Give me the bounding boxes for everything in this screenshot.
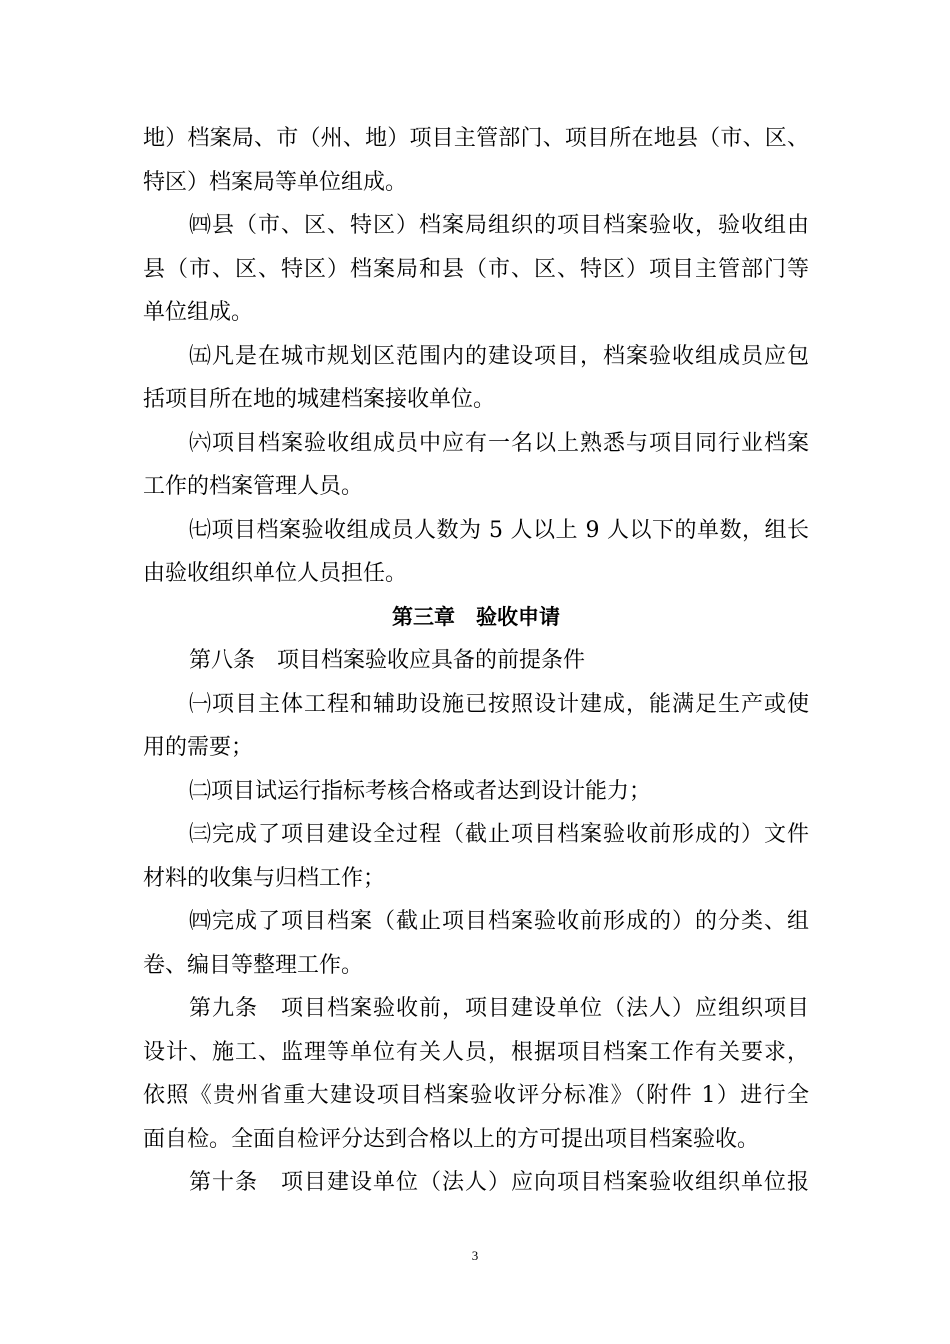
paragraph-line: ㈥项目档案验收组成员中应有一名以上熟悉与项目同行业档案 [189,430,809,456]
page-number: 3 [471,1248,479,1263]
paragraph-line: ㈤凡是在城市规划区范围内的建设项目，档案验收组成员应包 [189,343,809,369]
paragraph-line: 设计、施工、监理等单位有关人员，根据项目档案工作有关要求， [143,1039,809,1065]
paragraph-line: 材料的收集与归档工作； [143,865,386,891]
paragraph-line: 单位组成。 [143,300,254,325]
paragraph-line: 第九条 项目档案验收前，项目建设单位（法人）应组织项目 [189,996,809,1021]
paragraph-line: 由验收组织单位人员担任。 [143,561,408,586]
paragraph-line: 特区）档案局等单位组成。 [143,169,408,195]
paragraph-line: ㈢完成了项目建设全过程（截止项目档案验收前形成的）文件 [189,822,809,847]
paragraph-line: ㈦项目档案验收组成员人数为 5 人以上 9 人以下的单数，组长 [189,517,809,543]
paragraph-line: 地）档案局、市（州、地）项目主管部门、项目所在地县（市、区、 [143,126,809,151]
paragraph-line: ㈣完成了项目档案（截止项目档案验收前形成的）的分类、组 [189,909,809,934]
paragraph-line: 括项目所在地的城建档案接收单位。 [143,387,496,412]
paragraph-line: 面自检。全面自检评分达到合格以上的方可提出项目档案验收。 [143,1126,760,1152]
paragraph-line: ㈣县（市、区、特区）档案局组织的项目档案验收，验收组由 [189,213,809,238]
paragraph-line: ㈡项目试运行指标考核合格或者达到设计能力； [189,778,652,804]
paragraph-line: 第十条 项目建设单位（法人）应向项目档案验收组织单位报 [189,1170,809,1195]
article-heading: 第八条 项目档案验收应具备的前提条件 [189,648,586,673]
paragraph-line: 卷、编目等整理工作。 [143,952,364,978]
paragraph-line: 工作的档案管理人员。 [143,474,364,499]
paragraph-line: 依照《贵州省重大建设项目档案验收评分标准》（附件 1）进行全 [143,1083,809,1108]
paragraph-line: 县（市、区、特区）档案局和县（市、区、特区）项目主管部门等 [143,256,809,282]
paragraph-line: 用的需要； [143,735,254,760]
chapter-heading: 第三章 验收申请 [392,604,560,629]
body-text [143,117,809,1205]
paragraph-line: ㈠项目主体工程和辅助设施已按照设计建成，能满足生产或使 [189,691,809,717]
